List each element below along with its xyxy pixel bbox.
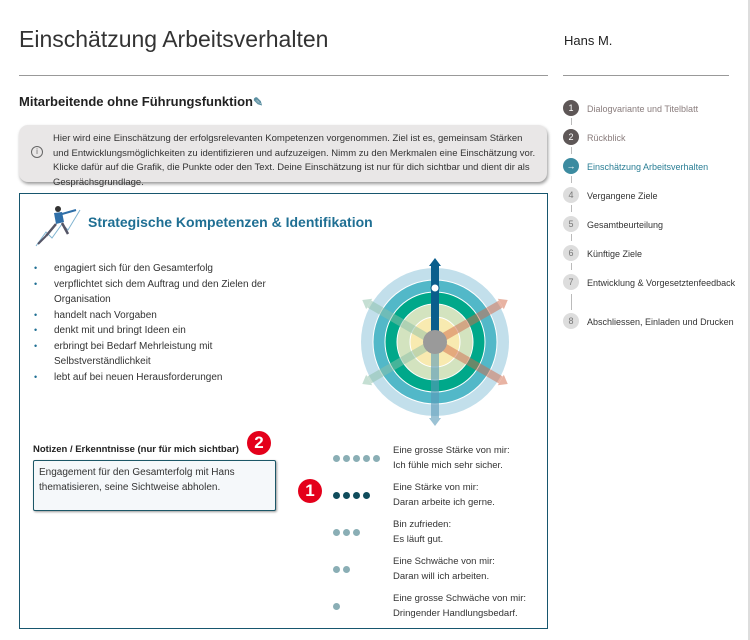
step-item-4[interactable] (563, 187, 743, 216)
rating-text[interactable] (393, 591, 526, 628)
rating-dot[interactable] (363, 455, 370, 462)
rating-dot[interactable] (333, 455, 340, 462)
step-number: 6 (563, 245, 579, 261)
rating-dots[interactable] (333, 517, 393, 554)
rating-dot[interactable] (343, 492, 350, 499)
rating-wheel[interactable] (345, 252, 525, 432)
rating-description[interactable]: Dringender Handlungsbedarf. (393, 608, 518, 619)
step-navigation (563, 100, 743, 342)
page-title: Einschätzung Arbeitsverhalten (19, 26, 329, 52)
rating-dot[interactable] (353, 529, 360, 536)
step-label[interactable]: Einschätzung Arbeitsverhalten (587, 162, 709, 172)
info-box (19, 125, 547, 188)
dialog-variant-label: Mitarbeitende ohne Führungsfunktion (19, 94, 253, 109)
rating-dots[interactable] (333, 443, 393, 480)
user-name: Hans M. (564, 33, 613, 48)
step-number: 2 (563, 129, 579, 145)
step-label[interactable]: Entwicklung & Vorgesetztenfeedback (587, 278, 736, 288)
competency-list[interactable] (34, 261, 274, 385)
runner-illustration-icon (32, 202, 84, 248)
competency-card (19, 193, 548, 629)
rating-dot[interactable] (333, 603, 340, 610)
step-number: → (563, 158, 579, 174)
rating-dot[interactable] (353, 492, 360, 499)
rating-title[interactable]: Eine Stärke von mir: (393, 482, 479, 493)
rating-title[interactable]: Eine Schwäche von mir: (393, 556, 495, 567)
step-item-8[interactable] (563, 313, 743, 342)
rating-dot[interactable] (363, 492, 370, 499)
rating-title[interactable]: Eine grosse Stärke von mir: (393, 445, 510, 456)
step-number: 1 (563, 100, 579, 116)
rating-title[interactable]: Eine grosse Schwäche von mir: (393, 593, 527, 604)
step-number: 7 (563, 274, 579, 290)
rating-dot[interactable] (343, 455, 350, 462)
rating-description[interactable]: Es läuft gut. (393, 534, 444, 545)
rating-option-1[interactable] (333, 591, 543, 628)
pencil-icon[interactable]: ✎ (253, 95, 264, 109)
annotation-badge-1: 1 (298, 479, 322, 503)
competency-item[interactable]: • verpflichtet sich dem Auftrag und den Zielen der Organisation (34, 277, 274, 308)
rating-dot[interactable] (343, 566, 350, 573)
rating-marker[interactable] (431, 284, 439, 292)
competency-item[interactable]: • denkt mit und bringt Ideen ein (34, 323, 274, 339)
step-number: 5 (563, 216, 579, 232)
rating-dot[interactable] (333, 529, 340, 536)
step-item-5[interactable] (563, 216, 743, 245)
rating-dot[interactable] (353, 455, 360, 462)
step-label[interactable]: Vergangene Ziele (587, 191, 658, 201)
rating-dots[interactable] (333, 480, 393, 517)
step-item-3[interactable] (563, 158, 743, 187)
notes-textarea[interactable]: Engagement für den Gesamterfolg mit Hans thematisieren, seine Sichtweise abholen. (33, 460, 276, 511)
divider (19, 75, 548, 76)
rating-dot[interactable] (333, 492, 340, 499)
rating-dot[interactable] (333, 566, 340, 573)
notes-label: Notizen / Erkenntnisse (nur für mich sichtbar) (33, 444, 239, 455)
rating-text[interactable] (393, 443, 510, 480)
step-item-6[interactable] (563, 245, 743, 274)
rating-option-3[interactable] (333, 517, 543, 554)
wheel-center (423, 330, 447, 354)
rating-scale (333, 443, 543, 628)
rating-title[interactable]: Bin zufrieden: (393, 519, 452, 530)
rating-option-4[interactable] (333, 480, 543, 517)
step-number: 8 (563, 313, 579, 329)
competency-item[interactable]: • engagiert sich für den Gesamterfolg (34, 261, 274, 277)
rating-dots[interactable] (333, 591, 393, 628)
rating-option-5[interactable] (333, 443, 543, 480)
rating-text[interactable] (393, 554, 495, 591)
step-item-7[interactable] (563, 274, 743, 313)
step-item-1[interactable] (563, 100, 743, 129)
rating-dot[interactable] (373, 455, 380, 462)
step-number: 4 (563, 187, 579, 203)
step-item-2[interactable] (563, 129, 743, 158)
card-title: Strategische Kompetenzen & Identifikation (88, 214, 373, 230)
rating-option-2[interactable] (333, 554, 543, 591)
step-label[interactable]: Dialogvariante und Titelblatt (587, 104, 699, 114)
rating-description[interactable]: Daran arbeite ich gerne. (393, 497, 495, 508)
rating-description[interactable]: Daran will ich arbeiten. (393, 571, 490, 582)
step-label[interactable]: Abschliessen, Einladen und Drucken (587, 317, 734, 327)
annotation-badge-2: 2 (247, 431, 271, 455)
rating-text[interactable] (393, 480, 495, 517)
dialog-variant-heading (19, 94, 263, 109)
rating-text[interactable] (393, 517, 451, 554)
competency-item[interactable]: • lebt auf bei neuen Herausforderungen (34, 370, 274, 386)
info-text: Hier wird eine Einschätzung der erfolgsrelevanten Kompetenzen vorgenommen. Ziel ist es, gemeinsam Stärken und Entwicklungsmöglichkeiten zu identifizieren und aufzuzeigen. Nimm zu den Merkmalen eine Einschätzung vor. Klicke dafür auf die Grafik, die Punkte oder den Text. Deine Einschätzung ist nur für dich sichtbar und dient dir als Gesprächsgrundlage. (53, 133, 536, 188)
rating-description[interactable]: Ich fühle mich sehr sicher. (393, 460, 503, 471)
divider (563, 75, 729, 76)
info-icon: i (31, 146, 43, 158)
competency-item[interactable]: • handelt nach Vorgaben (34, 308, 274, 324)
rating-dot[interactable] (343, 529, 350, 536)
step-label[interactable]: Rückblick (587, 133, 626, 143)
rating-dots[interactable] (333, 554, 393, 591)
step-label[interactable]: Künftige Ziele (587, 249, 643, 259)
competency-item[interactable]: • erbringt bei Bedarf Mehrleistung mit Selbstverständlichkeit (34, 339, 274, 370)
step-label[interactable]: Gesamtbeurteilung (587, 220, 664, 230)
